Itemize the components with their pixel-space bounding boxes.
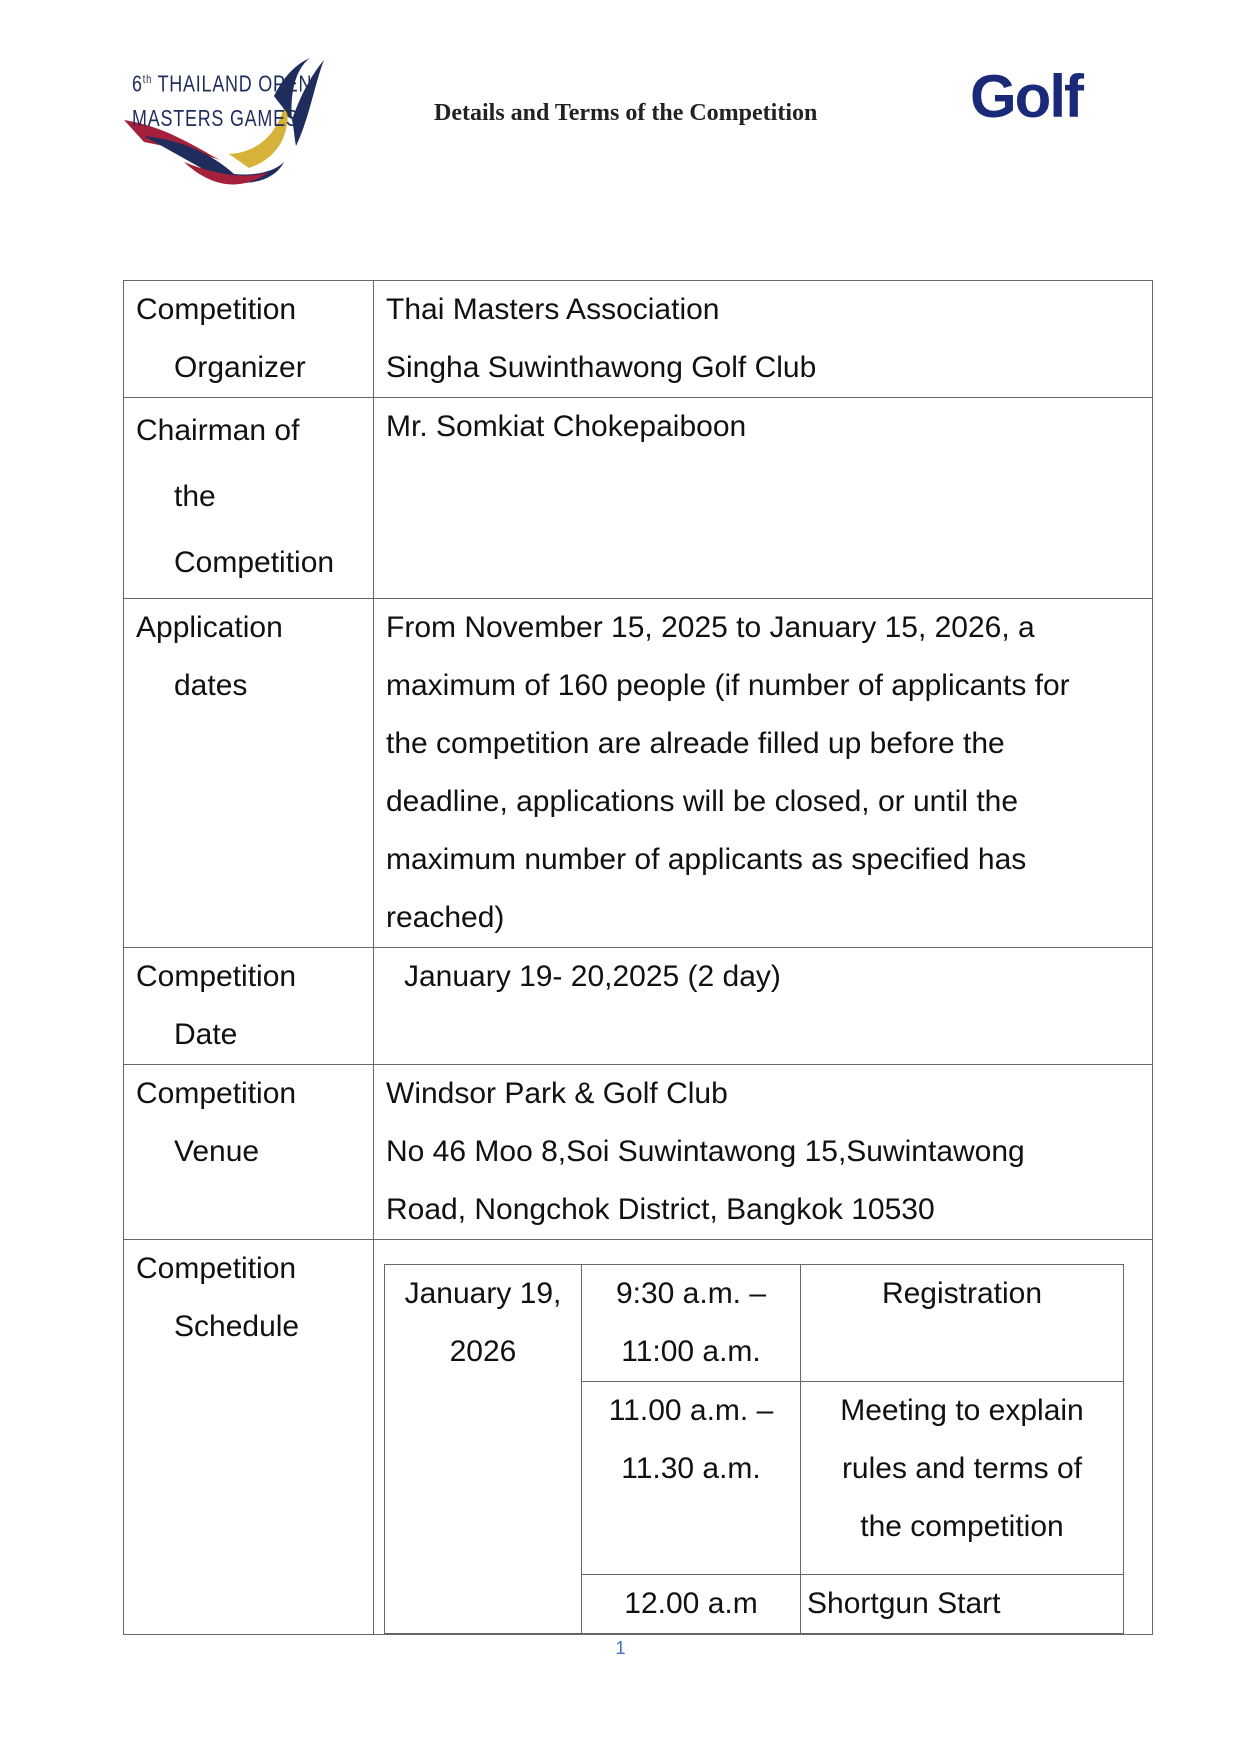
schedule-event: Registration [801, 1265, 1124, 1382]
row-organizer [124, 281, 1153, 398]
schedule-time: 12.00 a.m [582, 1575, 801, 1634]
value-application: From November 15, 2025 to January 15, 2026, a maximum of 160 people (if number of applicants for the competition are alreade filled up before the deadline, applications will be closed, or until the maximum number of applicants as specified has reached) [374, 599, 1153, 948]
label-organizer: Competition Organizer [124, 281, 374, 398]
row-application [124, 599, 1153, 948]
row-schedule [124, 1240, 1153, 1635]
row-venue [124, 1065, 1153, 1240]
masters-games-logo [124, 56, 344, 206]
page-number: 1 [615, 1638, 626, 1658]
logo-text: 6th THAILAND OPEN MASTERS GAMES [132, 70, 313, 131]
schedule-day: January 19, 2026 [385, 1265, 582, 1634]
details-table [123, 280, 1153, 1635]
document-title: Details and Terms of the Competition [434, 100, 818, 126]
golf-logo: Golf [970, 63, 1082, 130]
schedule-time: 11.00 a.m. – 11.30 a.m. [582, 1382, 801, 1575]
label-schedule: Competition Schedule [124, 1240, 374, 1635]
label-application: Application dates [124, 599, 374, 948]
value-organizer: Thai Masters Association Singha Suwinthawong Golf Club [374, 281, 1153, 398]
label-venue: Competition Venue [124, 1065, 374, 1240]
label-date: Competition Date [124, 948, 374, 1065]
schedule-event: Meeting to explain rules and terms of the competition [801, 1382, 1124, 1575]
value-venue: Windsor Park & Golf Club No 46 Moo 8,Soi Suwintawong 15,Suwintawong Road, Nongchok District, Bangkok 10530 [374, 1065, 1153, 1240]
schedule-time: 9:30 a.m. – 11:00 a.m. [582, 1265, 801, 1382]
page-header [0, 0, 1241, 220]
row-date [124, 948, 1153, 1065]
value-date: January 19- 20,2025 (2 day) [374, 948, 1153, 1065]
schedule-table [384, 1264, 1124, 1634]
row-chairman [124, 398, 1153, 599]
schedule-row [385, 1265, 1124, 1382]
label-chairman: Chairman of the Competition [124, 398, 374, 599]
value-schedule [374, 1240, 1153, 1635]
schedule-event: Shortgun Start [801, 1575, 1124, 1634]
value-chairman: Mr. Somkiat Chokepaiboon [374, 398, 1153, 599]
